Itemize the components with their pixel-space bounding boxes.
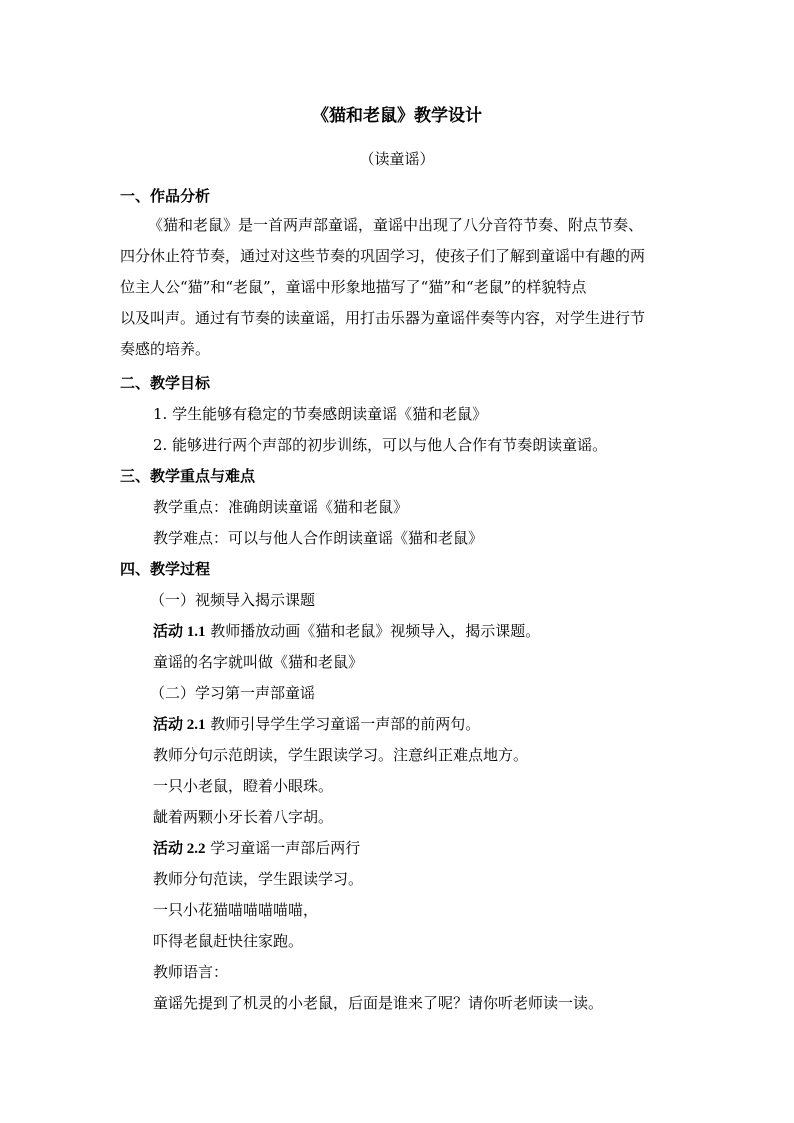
- verse-line: 吓得老鼠赶快往家跑。: [153, 932, 304, 950]
- section-heading-process: 四、教学过程: [120, 560, 211, 578]
- page-subtitle: （读童谣）: [359, 150, 435, 168]
- verse-line: 龇着两颗小牙长着八字胡。: [153, 808, 334, 826]
- activity-text: 教师引导学生学习童谣一声部的前两句。: [205, 715, 481, 733]
- body-line: 教师分句范读，学生跟读学习。: [153, 870, 364, 888]
- activity-label: 活动 2.1: [153, 717, 206, 733]
- activity-text: 教师播放动画《猫和老鼠》视频导入，揭示课题。: [205, 622, 541, 640]
- teaching-focus: 教学重点：准确朗读童谣《猫和老鼠》: [153, 498, 409, 516]
- activity-text: 学习童谣一声部后两行: [205, 839, 361, 857]
- teaching-difficulty: 教学难点：可以与他人合作朗读童谣《猫和老鼠》: [153, 529, 484, 547]
- section-heading-focus: 三、教学重点与难点: [120, 467, 256, 485]
- teacher-speech: 童谣先提到了机灵的小老鼠，后面是谁来了呢？请你听老师读一读。: [153, 994, 604, 1012]
- section-heading-goals: 二、教学目标: [120, 374, 211, 392]
- body-line: 教师分句示范朗读，学生跟读学习。注意纠正难点地方。: [153, 746, 529, 764]
- teacher-speech-label: 教师语言：: [153, 963, 229, 981]
- goal-item: 1. 学生能够有稳定的节奏感朗读童谣《猫和老鼠》: [153, 405, 488, 423]
- activity-line: [153, 714, 480, 735]
- analysis-paragraph-line: 《猫和老鼠》是一首两声部童谣，童谣中出现了八分音符节奏、附点节奏、: [148, 216, 644, 234]
- analysis-paragraph-line: 以及叫声。通过有节奏的读童谣，用打击乐器为童谣伴奏等内容，对学生进行节: [120, 309, 646, 327]
- part-heading: （二）学习第一声部童谣: [150, 684, 316, 702]
- verse-line: 一只小花猫喵喵喵喵喵，: [153, 901, 319, 919]
- activity-line: [153, 838, 360, 859]
- activity-label: 活动 1.1: [153, 624, 206, 640]
- analysis-paragraph-line: 四分休止符节奏，通过对这些节奏的巩固学习，使孩子们了解到童谣中有趣的两: [120, 247, 646, 265]
- part-heading: （一）视频导入揭示课题: [150, 591, 316, 609]
- activity-label: 活动 2.2: [153, 841, 206, 857]
- analysis-paragraph-line: 位主人公“猫”和“老鼠”，童谣中形象地描写了“猫”和“老鼠”的样貌特点: [120, 278, 587, 296]
- goal-item: 2. 能够进行两个声部的初步训练，可以与他人合作有节奏朗读童谣。: [153, 436, 608, 454]
- body-line: 童谣的名字就叫做《猫和老鼠》: [153, 653, 364, 671]
- verse-line: 一只小老鼠，瞪着小眼珠。: [153, 777, 334, 795]
- section-heading-analysis: 一、作品分析: [120, 187, 211, 205]
- analysis-paragraph-line: 奏感的培养。: [120, 340, 211, 358]
- activity-line: [153, 621, 540, 642]
- page-title: 《猫和老鼠》教学设计: [312, 106, 482, 126]
